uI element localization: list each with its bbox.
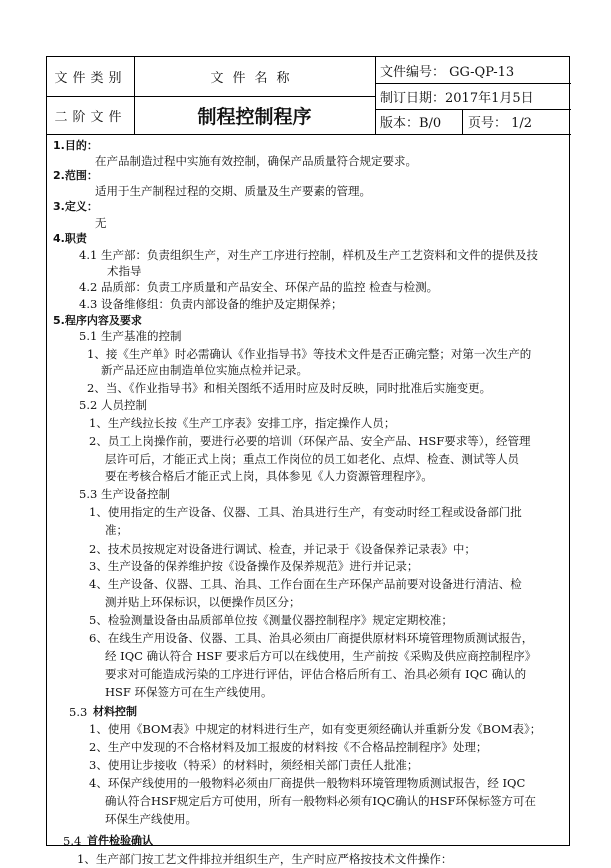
page-number: 页号： 1/2 — [468, 116, 533, 131]
section-heading: 1.目的： — [53, 139, 98, 152]
paragraph-line: 1、生产线拉长按《生产工序表》安排工序，指定操作人员； — [89, 416, 396, 430]
category-label: 文件类别 — [54, 71, 127, 86]
header-divider — [462, 109, 463, 135]
revision-date: 制订日期：2017年1月5日 — [380, 90, 534, 106]
paragraph-line: HSF 环保签方可在生产线使用。 — [105, 685, 273, 699]
subsection-heading: 5.3 生产设备控制 — [79, 487, 170, 501]
paragraph-line: 4.3 设备维修组：负责内部设备的维护及定期保养； — [79, 297, 343, 311]
paragraph-line: 测并贴上环保标识，以便操作员区分； — [105, 595, 301, 609]
paragraph-line: 5、检验测量设备由品质部单位按《测量仪器控制程序》规定定期校准； — [89, 613, 453, 627]
header-divider — [47, 134, 571, 135]
paragraph-line: 环保生产线使用。 — [105, 812, 197, 826]
subsection-heading: 5.2 人员控制 — [79, 398, 147, 412]
paragraph-line: 层许可后，才能正式上岗；重点工作岗位的员工如老化、点焊、检查、测试等人员 — [105, 452, 519, 466]
subsection-heading: 材料控制 — [93, 705, 137, 718]
paragraph-line: 3、使用让步接收（特采）的材料时，须经相关部门责任人批准； — [89, 758, 419, 772]
paragraph-line: 6、在线生产用设备、仪器、工具、治具必须由厂商提供原材料环境管理物质测试报告， — [89, 631, 534, 645]
paragraph-line: 2、技术员按规定对设备进行调试、检查，并记录于《设备保养记录表》中； — [89, 542, 476, 556]
name-label: 文件名称 — [210, 71, 299, 86]
paragraph-line: 1、使用《BOM表》中规定的材料进行生产，如有变更须经确认并重新分发《BOM表》； — [89, 722, 542, 736]
section-heading: 4.职责 — [53, 232, 87, 245]
paragraph-line: 2、当、《作业指导书》和相关图纸不适用时应及时反映，同时批准后实施变更。 — [87, 381, 492, 395]
paragraph-line: 4、环保产线使用的一般物料必须由厂商提供一般物料环境管理物质测试报告，经 IQC — [89, 776, 526, 790]
paragraph-line: 1、生产部门按工艺文件排拉并组织生产，生产时应严格按技术文件操作： — [77, 852, 453, 866]
paragraph-line: 准； — [105, 523, 128, 537]
paragraph-line: 1、接《生产单》时必需确认《作业指导书》等技术文件是否正确完整；对第一次生产的 — [87, 347, 532, 361]
section-heading: 5.程序内容及要求 — [53, 314, 142, 327]
paragraph-line: 要在考核合格后才能正式上岗，具体参见《人力资源管理程序》。 — [105, 469, 433, 483]
paragraph-line: 适用于生产制程过程的交期、质量及生产要素的管理。 — [95, 184, 371, 198]
document-title: 制程控制程序 — [197, 105, 312, 128]
paragraph-line: 3、生产设备的保养维护按《设备操作及保养规范》进行并记录； — [89, 559, 419, 573]
section-heading: 2.范围： — [53, 169, 98, 182]
header-divider — [375, 57, 376, 135]
paragraph-line: 经 IQC 确认符合 HSF 要求后方可以在线使用，生产前按《采购及供应商控制程序》 — [105, 649, 537, 663]
version-number: 版本：B/0 — [380, 116, 442, 131]
paragraph-line: 4.1 生产部：负责组织生产，对生产工序进行控制，样机及生产工艺资料和文件的提供及技 — [79, 248, 538, 262]
subsection-heading: 5.1 生产基准的控制 — [79, 329, 182, 343]
subsection-number: 5.4 — [63, 834, 82, 848]
paragraph-line: 新产品还应由制造单位实施点检并记录。 — [101, 363, 308, 377]
paragraph-line: 1、使用指定的生产设备、仪器、工具、治具进行生产，有变动时经工程或设备部门批 — [89, 505, 522, 519]
section-heading: 3.定义： — [53, 200, 98, 213]
paragraph-line: 2、员工上岗操作前，要进行必要的培训（环保产品、安全产品、HSF要求等），经管理 — [89, 434, 531, 448]
document-number: 文件编号： GG-QP-13 — [380, 64, 515, 80]
paragraph-line: 无 — [95, 216, 107, 230]
document-frame — [46, 56, 570, 866]
paragraph-line: 在产品制造过程中实施有效控制，确保产品质量符合规定要求。 — [95, 154, 417, 168]
paragraph-line: 4.2 品质部：负责工序质量和产品安全、环保产品的监控 检查与检测。 — [79, 280, 439, 294]
paragraph-line: 要求对可能造成污染的工序进行评估，评估合格后所有工、治具必须有 IQC 确认的 — [105, 667, 527, 681]
subsection-heading: 首件检验确认 — [87, 834, 153, 847]
paragraph-line: 术指导 — [107, 264, 142, 278]
document-level: 二阶文件 — [54, 109, 127, 125]
subsection-number: 5.3 — [69, 705, 88, 719]
document-header-table — [47, 57, 569, 135]
paragraph-line: 4、生产设备、仪器、工具、治具、工作台面在生产环保产品前要对设备进行清洁、检 — [89, 577, 522, 591]
paragraph-line: 2、生产中发现的不合格材料及加工报废的材料按《不合格品控制程序》处理； — [89, 740, 488, 754]
paragraph-line: 确认符合HSF规定后方可使用，所有一般物料必须有IQC确认的HSF环保标签方可在 — [105, 794, 537, 808]
